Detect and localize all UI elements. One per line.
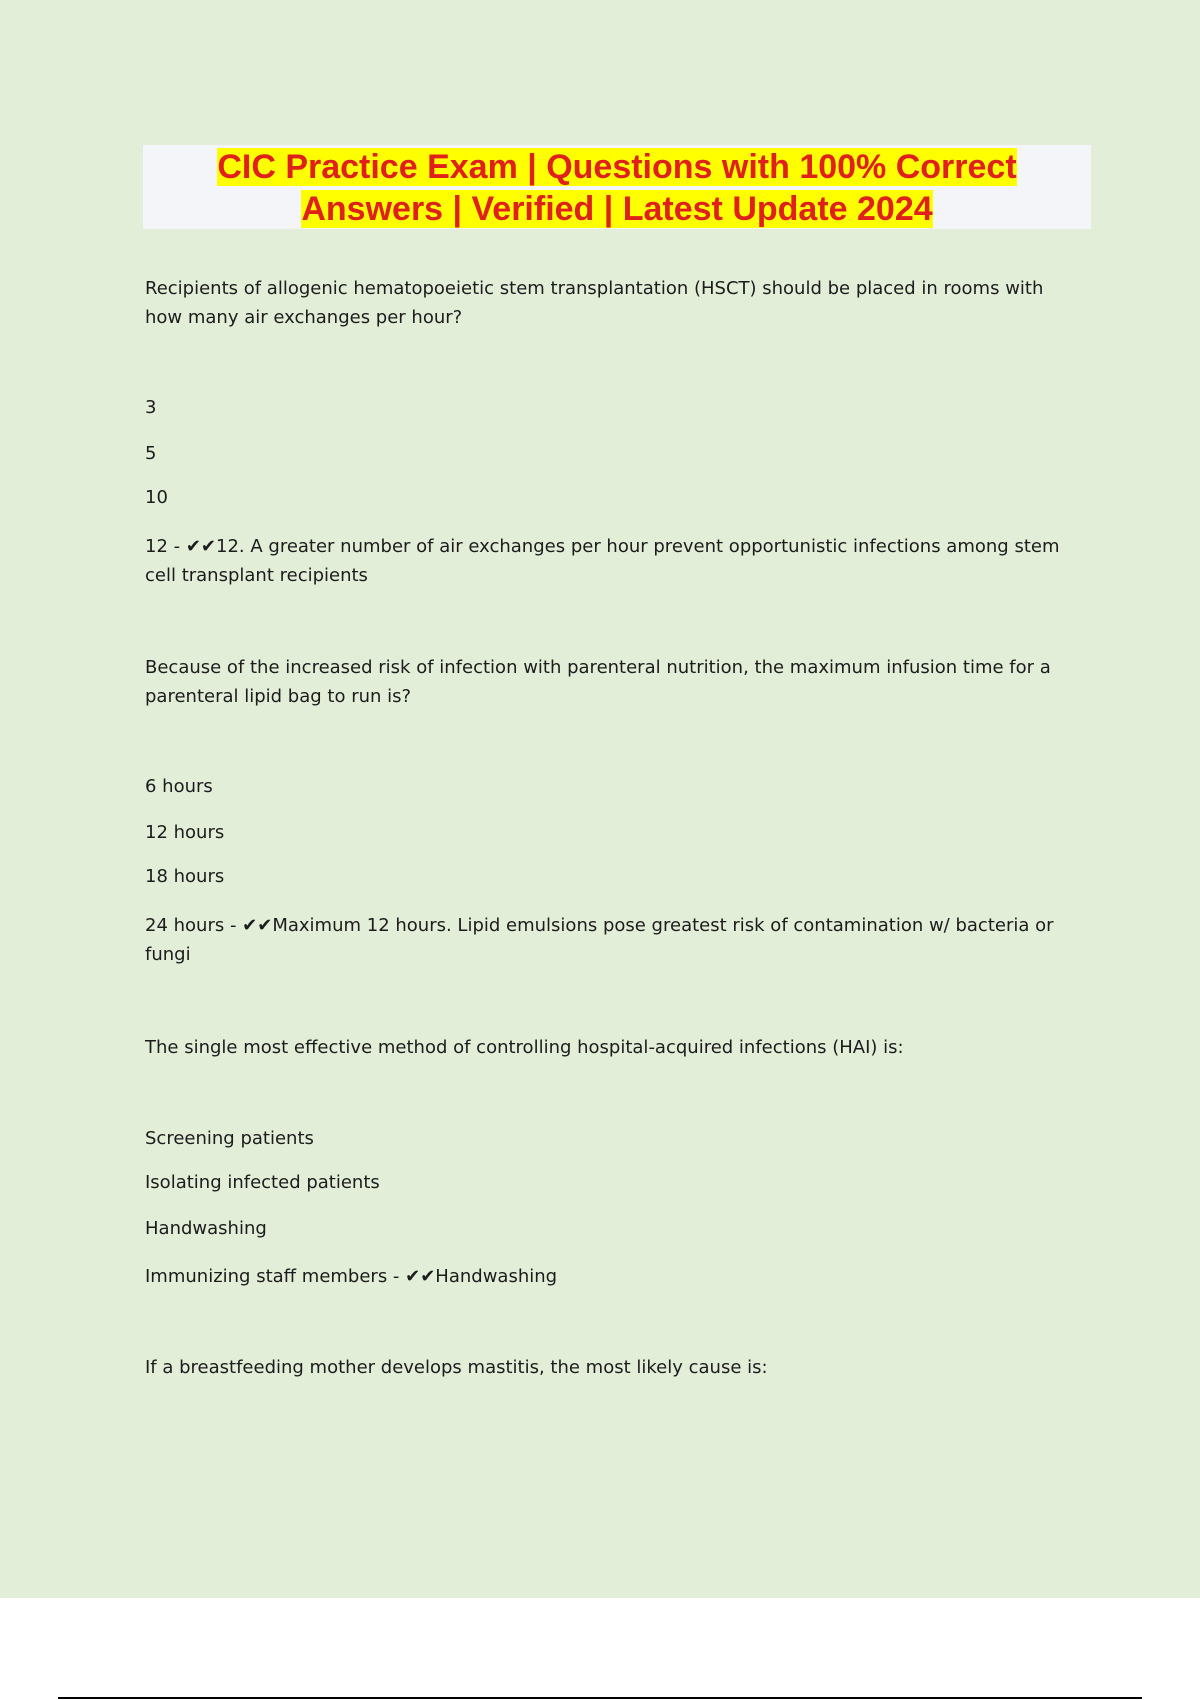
answer-option: Isolating infected patients (145, 1172, 380, 1193)
question-text: Because of the increased risk of infection with parenteral nutrition, the maximum infusion time for a parenteral lipid bag to run is? (145, 657, 1051, 707)
title-banner (143, 145, 1091, 229)
answer-option: 5 (145, 443, 157, 464)
answer-option: 10 (145, 487, 168, 508)
answer-option-with-explanation: 24 hours - ✔✔Maximum 12 hours. Lipid emulsions pose greatest risk of contamination w/ bacteria or fungi (145, 915, 1054, 965)
answer-option: Handwashing (145, 1218, 267, 1239)
document-title-line-1: CIC Practice Exam | Questions with 100% Correct (217, 148, 1017, 186)
answer-option: 12 hours (145, 822, 225, 843)
question-text: The single most effective method of controlling hospital-acquired infections (HAI) is: (145, 1037, 904, 1058)
answer-option: Screening patients (145, 1128, 314, 1149)
answer-option-with-explanation: 12 - ✔✔12. A greater number of air exchanges per hour prevent opportunistic infections among stem cell transplant recipients (145, 536, 1060, 586)
answer-option: 3 (145, 397, 157, 418)
answer-option: 6 hours (145, 776, 213, 797)
question-text: If a breastfeeding mother develops mastitis, the most likely cause is: (145, 1357, 768, 1378)
document-title-line-2: Answers | Verified | Latest Update 2024 (301, 190, 933, 228)
footer-divider (58, 1697, 1142, 1699)
answer-option: 18 hours (145, 866, 225, 887)
question-text: Recipients of allogenic hematopoeietic stem transplantation (HSCT) should be placed in rooms with how many air exchanges per hour? (145, 278, 1044, 328)
answer-option-with-explanation: Immunizing staff members - ✔✔Handwashing (145, 1266, 558, 1287)
